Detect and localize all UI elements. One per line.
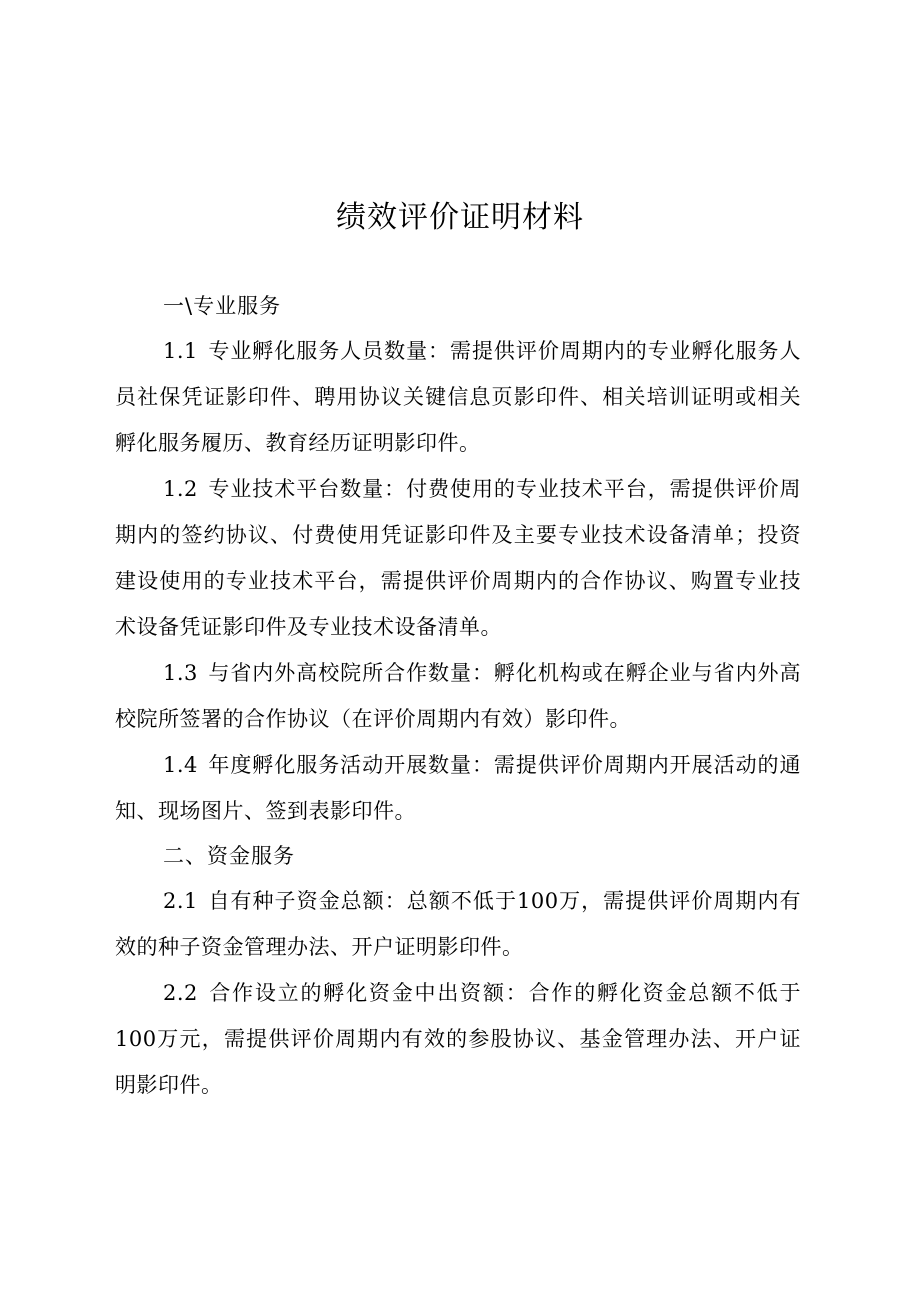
item-text: 年度孵化服务活动开展数量：需提供评价周期内开展活动的通知、现场图片、签到表影印件。 (115, 753, 801, 823)
item-number: 1.1 (163, 339, 198, 363)
item-1-4 (115, 742, 801, 834)
item-1-3 (115, 650, 801, 742)
section-heading-professional-services: 一\专业服务 (163, 294, 282, 318)
item-1-1 (115, 328, 801, 466)
item-number: 2.2 (163, 981, 198, 1005)
section-heading-funding-services: 二、资金服务 (163, 844, 295, 868)
item-number: 1.2 (163, 477, 198, 501)
item-number: 1.3 (163, 661, 198, 685)
item-1-2 (115, 466, 801, 650)
item-text: 与省内外高校院所合作数量：孵化机构或在孵企业与省内外高校院所签署的合作协议（在评价周期内有效）影印件。 (115, 661, 801, 731)
item-2-1 (115, 878, 801, 970)
item-text: 专业技术平台数量：付费使用的专业技术平台，需提供评价周期内的签约协议、付费使用凭证影印件及主要专业技术设备清单；投资建设使用的专业技术平台，需提供评价周期内的合作协议、购置专业技术设备凭证影印件及专业技术设备清单。 (115, 477, 801, 639)
item-number: 2.1 (163, 889, 198, 913)
item-text: 合作设立的孵化资金中出资额：合作的孵化资金总额不低于100万元，需提供评价周期内有效的参股协议、基金管理办法、开户证明影印件。 (115, 981, 801, 1097)
item-text: 自有种子资金总额：总额不低于100万，需提供评价周期内有效的种子资金管理办法、开户证明影印件。 (115, 889, 801, 959)
item-text: 专业孵化服务人员数量：需提供评价周期内的专业孵化服务人员社保凭证影印件、聘用协议关键信息页影印件、相关培训证明或相关孵化服务履历、教育经历证明影印件。 (115, 339, 801, 455)
item-2-2 (115, 970, 801, 1108)
document-body (115, 284, 801, 1108)
document-title: 绩效评价证明材料 (336, 200, 584, 235)
item-number: 1.4 (163, 753, 198, 777)
